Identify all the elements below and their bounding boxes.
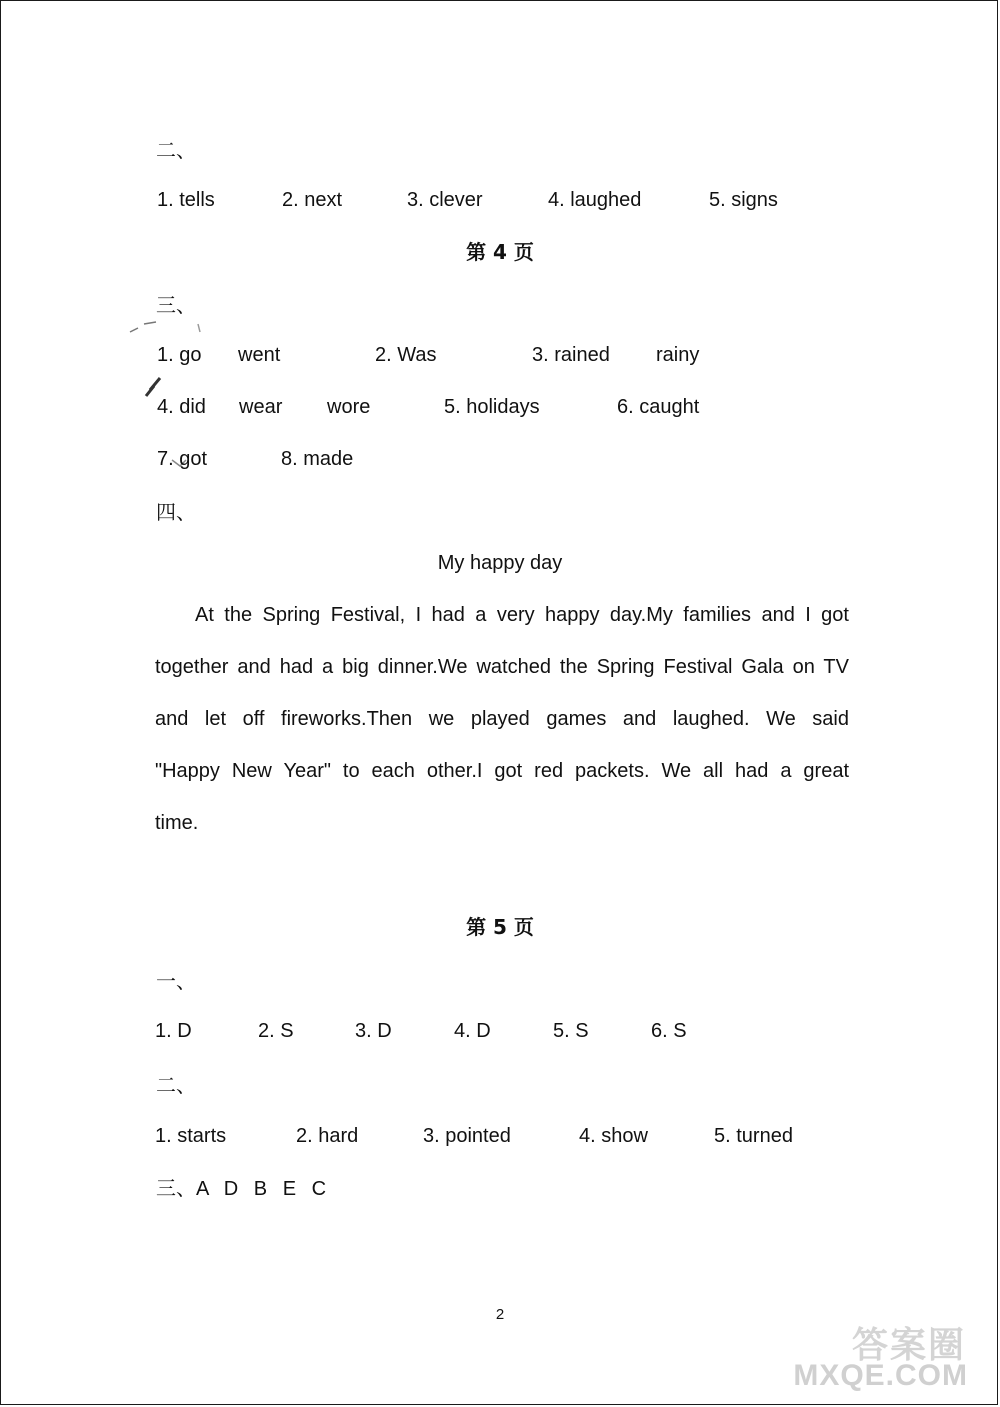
page5-section-2-label: 二、 (156, 1073, 196, 1097)
page-4-heading: 第 4 页 (466, 240, 534, 264)
answer-item: 1. go (157, 344, 202, 366)
page-5-heading: 第 5 页 (466, 915, 534, 939)
answer-item: 5. signs (709, 189, 778, 211)
page5-section-3 (156, 1176, 326, 1201)
page5-section-3-label: 三、 (156, 1176, 196, 1200)
answer-item: 5. holidays (444, 396, 540, 418)
answer-item: 2. next (282, 189, 343, 211)
answer-item: 3. rained (532, 344, 610, 366)
answer-item: 1. D (155, 1020, 192, 1042)
watermark-top-text: 答案圈 (851, 1325, 966, 1366)
section-4-label: 四、 (156, 500, 196, 524)
essay-line: together and had a big dinner.We watched the Spring Festival Gala on TV (155, 656, 849, 678)
answer-item: 6. S (651, 1020, 687, 1042)
answer-item: 3. pointed (423, 1125, 511, 1147)
watermark-logo (772, 1317, 972, 1393)
answer-item: 4. D (454, 1020, 491, 1042)
section-2-label: 二、 (156, 138, 196, 162)
page5-section-3-answers: A D B E C (196, 1178, 327, 1200)
answer-item: 2. S (258, 1020, 294, 1042)
answer-item: 5. turned (714, 1125, 793, 1147)
essay-line: At the Spring Festival, I had a very happy day.My families and I got (195, 604, 849, 626)
answer-item: 4. show (579, 1125, 648, 1147)
answer-item: 8. made (281, 448, 354, 470)
answer-item: 6. caught (617, 396, 700, 418)
answer-item: 3. clever (407, 189, 483, 211)
essay-line: "Happy New Year" to each other.I got red packets. We all had a great (155, 760, 849, 782)
answer-item: 4. did (157, 396, 206, 418)
answer-item: 4. laughed (548, 189, 642, 211)
page-number: 2 (495, 1306, 505, 1323)
answer-item: wore (327, 396, 371, 418)
section-3-label: 三、 (156, 293, 196, 317)
answer-item: rainy (656, 344, 700, 366)
essay-line: time. (155, 812, 199, 834)
answer-item: 2. Was (375, 344, 437, 366)
answer-item: 2. hard (296, 1125, 359, 1147)
watermark-bottom-text: MXQE.COM (793, 1359, 968, 1392)
page5-section-1-label: 一、 (156, 969, 196, 993)
answer-item: 7. got (157, 448, 208, 470)
essay-line: and let off fireworks.Then we played games and laughed. We said (155, 708, 849, 730)
answer-item: wear (239, 396, 283, 418)
essay-title: My happy day (437, 552, 563, 574)
answer-item: 3. D (355, 1020, 392, 1042)
answer-item: went (238, 344, 281, 366)
answer-item: 1. tells (157, 189, 215, 211)
answer-item: 1. starts (155, 1125, 227, 1147)
answer-item: 5. S (553, 1020, 589, 1042)
